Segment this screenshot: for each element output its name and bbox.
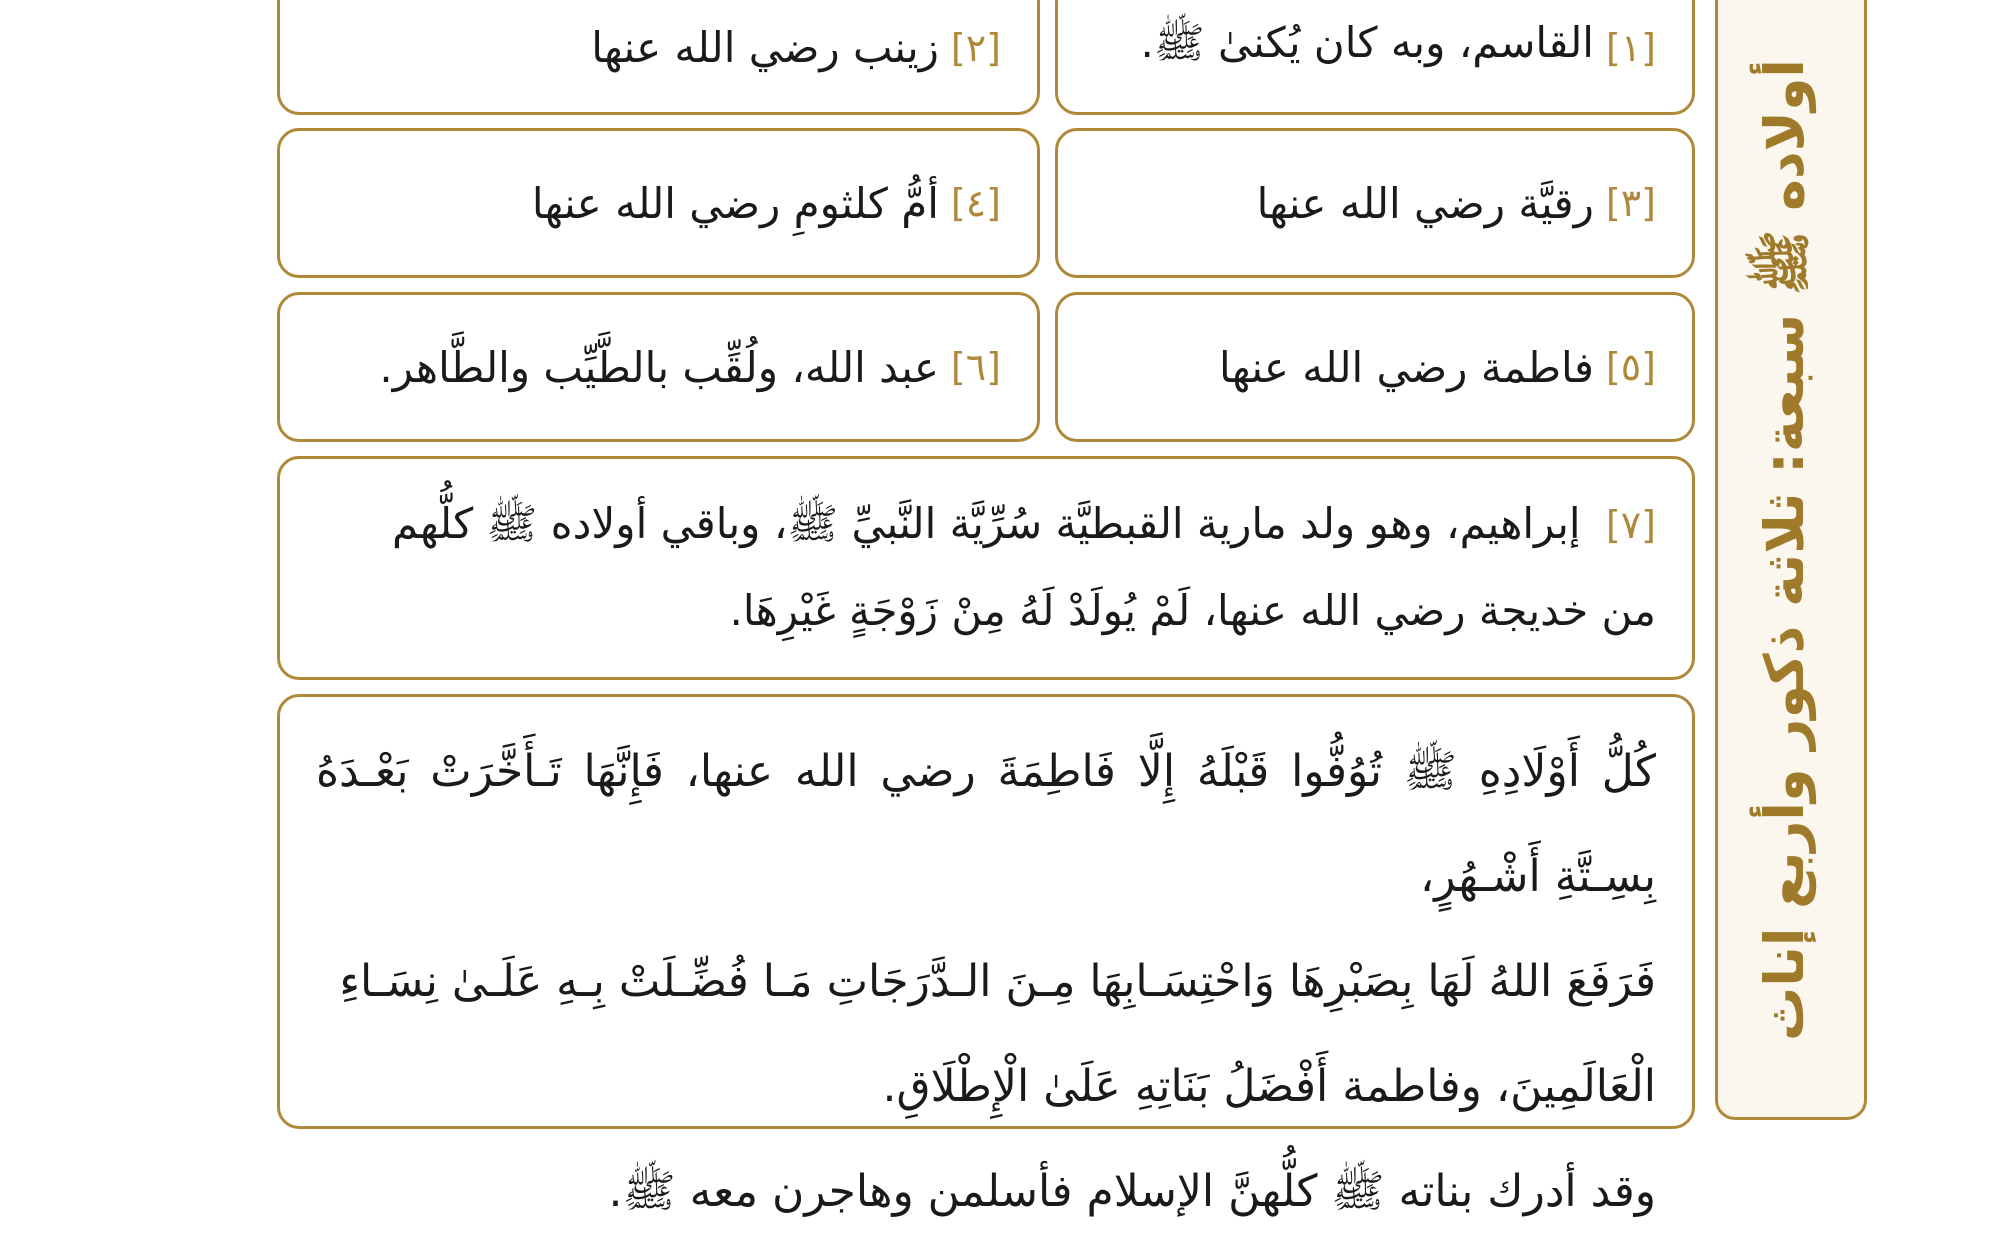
- child-number: [٤]: [950, 181, 1001, 225]
- child-text: فاطمة رضي الله عنها: [1219, 342, 1594, 392]
- child-number: [٣]: [1605, 181, 1656, 225]
- child-number: [٧]: [1605, 503, 1656, 547]
- child-card-3: [1055, 128, 1695, 278]
- child-text: القاسم، وبه كان يُكنىٰ ﷺ.: [1140, 18, 1594, 67]
- note-line-2: فَرَفَعَ اللهُ لَهَا بِصَبْرِهَا وَاحْتِسَـابِهَا مِـنَ الـدَّرَجَاتِ مَـا فُضِّـلَتْ بِـهِ عَلَـىٰ نِسَـاءِ: [339, 956, 1656, 1007]
- child-text: زينب رضي الله عنها: [591, 23, 939, 72]
- child-number: [٦]: [950, 345, 1001, 389]
- ibrahim-line-2: من خديجة رضي الله عنها، لَمْ يُولَدْ لَهُ مِنْ زَوْجَةٍ غَيْرِهَا.: [729, 586, 1656, 635]
- child-text: أمُّ كلثومِ رضي الله عنها: [531, 178, 939, 228]
- note-line-3: الْعَالَمِينَ، وفاطمة أَفْضَلُ بَنَاتِهِ عَلَىٰ الْإِطْلَاقِ.: [882, 1061, 1656, 1112]
- note-line-4: وقد أدرك بناته ﷺ كلُّهنَّ الإسلام فأسلمن وهاجرن معه ﷺ.: [608, 1166, 1656, 1217]
- note-line-1: كُلُّ أَوْلَادِهِ ﷺ تُوُفُّوا قَبْلَهُ إِلَّا فَاطِمَةَ رضي الله عنها، فَإِنَّهَا تَـأَخَّرَتْ بَعْـدَهُ بِسِـتَّةِ أَشْـهُرٍ،: [316, 746, 1656, 902]
- ibrahim-text-1: إبراهيم، وهو ولد مارية القبطيَّة سُرِّيَّة النَّبيِّ ﷺ، وباقي أولاده ﷺ كلُّهم: [392, 499, 1581, 548]
- section-title: أولاده ﷺ سبعة: ثلاثة ذكور وأربع إناث: [1753, 59, 1816, 1041]
- child-number: [١]: [1605, 25, 1656, 70]
- child-text: رقيَّة رضي الله عنها: [1256, 178, 1594, 228]
- ibrahim-card: [277, 456, 1695, 680]
- section-sidebar: [1715, 0, 1867, 1120]
- note-card: [277, 694, 1695, 1217]
- child-number: [٢]: [950, 25, 1001, 70]
- child-text: عبد الله، ولُقِّب بالطَّيِّب والطَّاهر.: [379, 342, 939, 392]
- child-card-6: [277, 292, 1040, 442]
- child-number: [٥]: [1605, 345, 1656, 389]
- child-card-1: [1055, 0, 1695, 115]
- child-card-4: [277, 128, 1040, 278]
- ibrahim-line-1: [316, 481, 1656, 568]
- child-card-2: [277, 0, 1040, 115]
- child-card-5: [1055, 292, 1695, 442]
